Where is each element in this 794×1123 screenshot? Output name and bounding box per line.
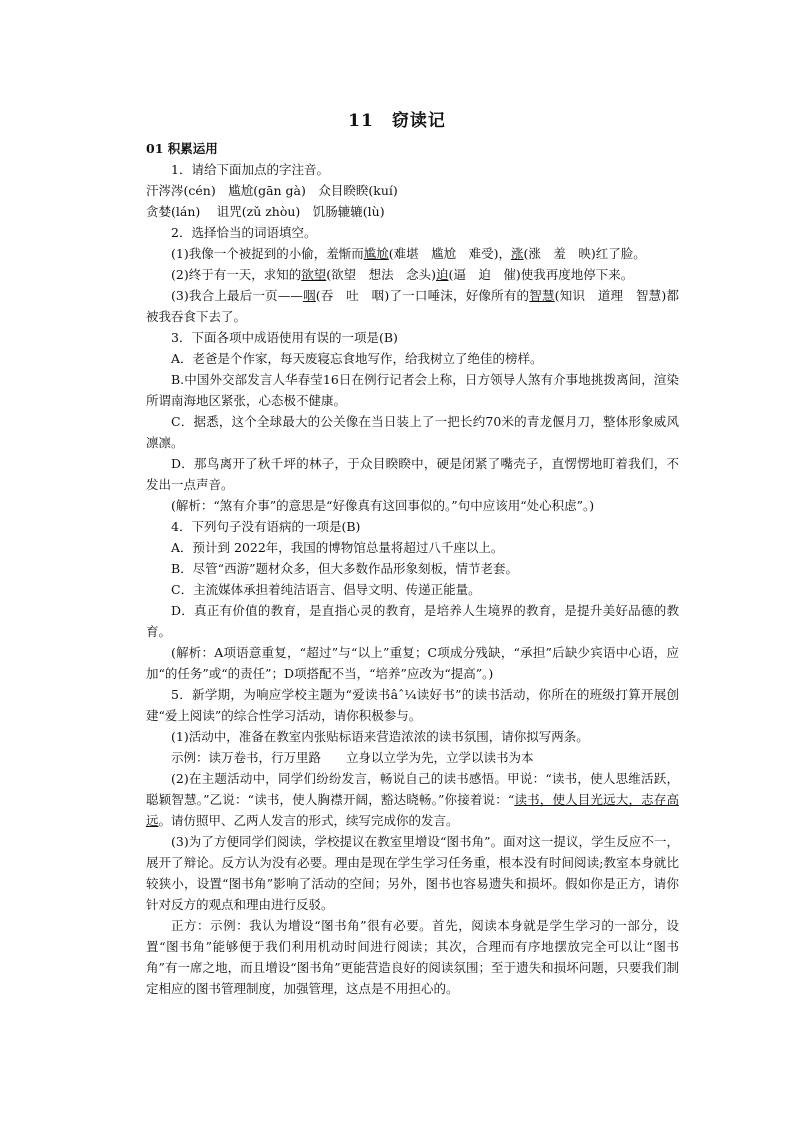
lesson-title: 11 窃读记 (348, 111, 446, 131)
q2-stem: 2．选择恰当的词语填空。 (171, 225, 317, 240)
section-heading: 01 积累运用 (146, 141, 218, 156)
q2-answer: 欲望 (301, 267, 327, 282)
q4-option-b: B．尽管“西游”题材众多，但大多数作品形象刻板，情节老套。 (171, 561, 518, 576)
q2-sentence-2: (2)终于有一天，求知的欲望(欲望 想法 念头)迫(逼 迫 催)使我再度地停下来。 (171, 267, 634, 282)
q5-part-1-example: 示例：读万卷书，行万里路 立身以立学为先，立学以读书为本 (171, 750, 534, 765)
q4-option-c: C．主流媒体承担着纯洁语言、倡导文明、传递正能量。 (171, 582, 481, 597)
q5-stem: 5．新学期，为响应学校主题为“爱读书âˆ¼读好书”的读书活动，你所在的班级打算开展创建“爱上阅读”的综合性学习活动，请你积极参与。 (146, 687, 679, 723)
q5-part-3: (3)为了方便同学们阅读，学校提议在教室里增设“图书角”。面对这一提议，学生反应不一，展开了辩论。反方认为没有必要。理由是现在学生学习任务重，根本没有时间阅读;教室本身就比较狭小，设置“图书角”影响了活动的空间；另外，图书也容易遗失和损坏。假如你是正方，请你针对反方的观点和理由进行反驳。 (146, 834, 679, 912)
q1-line-1: 汗涔涔(cén) 尴尬(gān gà) 众目睽睽(kuí) (146, 183, 398, 198)
q3-stem: 3．下面各项中成语使用有误的一项是(B) (171, 330, 398, 345)
q5-answer: 正方：示例：我认为增设“图书角”很有必要。首先，阅读本身就是学生学习的一部分，设置“图书角”能够便于我们利用机动时间进行阅读；其次，合理而有序地摆放完全可以让“图书角”有一席之地，而且增设“图书角”更能营造良好的阅读氛围；至于遗失和损坏问题，只要我们制定相应的图书管理制度，加强管理，这点是不用担心的。 (146, 918, 679, 996)
q1-stem: 1．请给下面加点的字注音。 (171, 162, 329, 177)
q5-part-2-answer: 读书，使人目光远大，志存高远 (146, 792, 679, 828)
q2-answer: 尴尬 (363, 246, 389, 261)
q4-option-d: D．真正有价值的教育，是直指心灵的教育，是培养人生境界的教育，是提升美好品德的教育。 (146, 603, 679, 639)
q2-answer: 咽 (302, 288, 316, 303)
q5-part-2: (2)在主题活动中，同学们纷纷发言，畅说自己的读书感悟。甲说：“读书，使人思维活跃，聪颖智慧。”乙说：“读书，使人胸襟开阔，豁达晓畅。”你接着说：“读书，使人目光远大，志存高远。请仿照甲、乙两人发言的形式，续写完成你的发言。 (146, 771, 679, 828)
q4-option-a: A．预计到 2022年，我国的博物馆总量将超过八千座以上。 (171, 540, 504, 555)
q2-sentence-3: (3)我合上最后一页——咽(吞 吐 咽)了一口唾沫，好像所有的智慧(知识 道理 智慧)都被我吞食下去了。 (146, 288, 679, 324)
q3-option-b: B.中国外交部发言人华春莹16日在例行记者会上称，日方领导人煞有介事地挑拨离间，渲染所谓南海地区紧张，心态极不健康。 (146, 372, 679, 408)
q4-stem: 4．下列句子没有语病的一项是(B) (171, 519, 361, 534)
q3-option-a: A．老爸是个作家，每天废寝忘食地写作，给我树立了绝佳的榜样。 (171, 351, 543, 366)
q3-analysis: (解析：“煞有介事”的意思是“好像真有这回事似的。”句中应该用“处心积虑”。) (171, 498, 595, 513)
q2-answer: 涨 (511, 246, 524, 261)
q2-sentence-1: (1)我像一个被捉到的小偷，羞惭而尴尬(难堪 尴尬 难受)，涨(涨 羞 映)红了脸。 (171, 246, 646, 261)
worksheet-content (146, 138, 679, 999)
q3-option-c: C．据悉，这个全球最大的公关像在当日装上了一把长约70米的青龙偃月刀，整体形象威风凛凛。 (146, 414, 679, 450)
q4-analysis: (解析：A项语意重复，“超过”与“以上”重复；C项成分残缺，“承担”后缺少宾语中心语，应加“的任务”或“的责任”；D项搭配不当，“培养”应改为“提高”。) (146, 645, 679, 681)
q3-option-d: D．那鸟离开了秋千坪的林子，于众目睽睽中，硬是闭紧了嘴壳子，直愣愣地盯着我们，不发出一点声音。 (146, 456, 679, 492)
q2-answer: 智慧 (529, 288, 555, 303)
q2-answer: 迫 (436, 267, 449, 282)
q1-line-2: 贪婪(lán) 诅咒(zǔ zhòu) 饥肠辘辘(lù) (146, 204, 385, 219)
q5-part-1: (1)活动中，准备在教室内张贴标语来营造浓浓的读书氛围，请你拟写两条。 (171, 729, 589, 744)
